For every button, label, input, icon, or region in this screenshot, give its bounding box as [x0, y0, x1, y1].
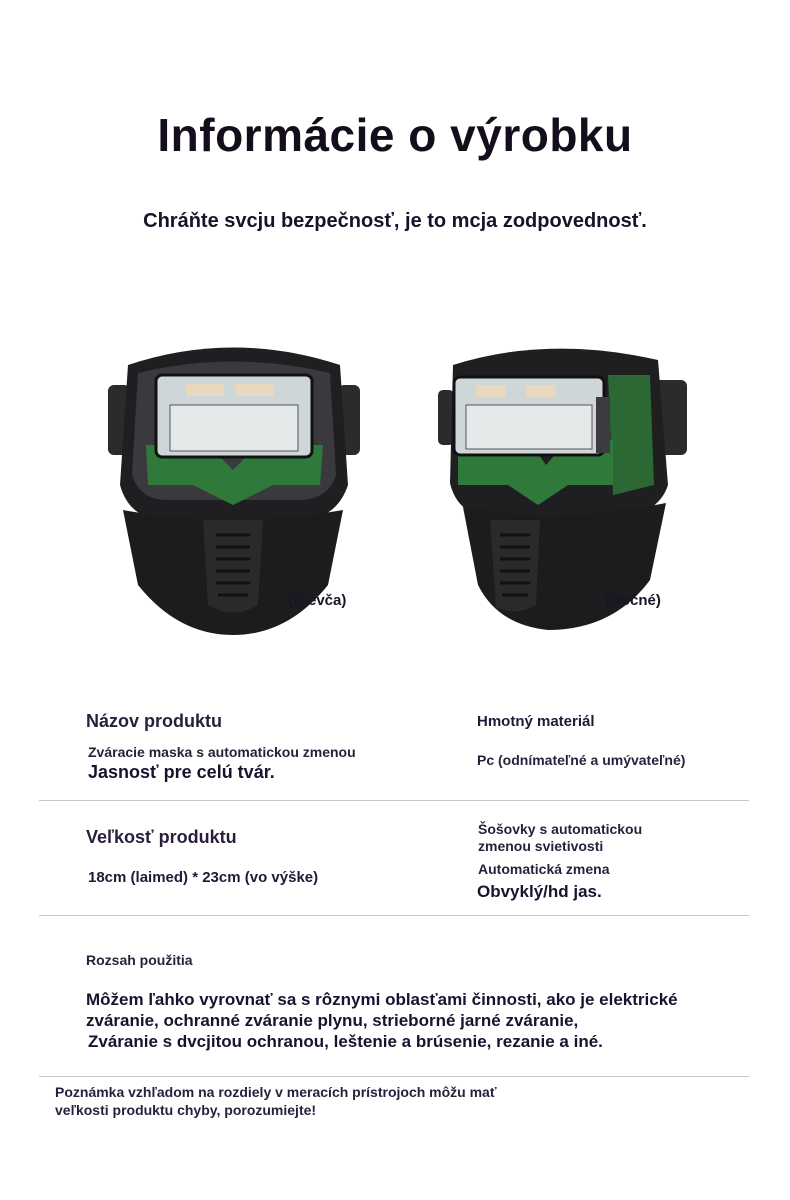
lens-value-line2: Obvyklý/hd jas. — [477, 882, 602, 901]
lens-label-line2: zmenou svietivosti — [478, 838, 604, 854]
usage-line3: Zváranie s dvcjitou ochranou, leštenie a brúsenie, rezanie a iné. — [88, 1032, 603, 1051]
footer-note-line1: Poznámka vzhľadom na rozdiely v meracích prístrojoch môžu mať — [55, 1084, 497, 1100]
welding-mask-side-icon — [428, 335, 698, 635]
product-size-label: Veľkosť produktu — [86, 827, 237, 847]
divider — [39, 915, 749, 916]
side-image-caption: (Bočné) — [605, 592, 661, 609]
divider — [39, 800, 749, 801]
footer-note-line2: veľkosti produktu chyby, porozumiejte! — [55, 1102, 317, 1118]
product-name-value-line2: Jasnosť pre celú tvár. — [88, 762, 275, 782]
front-image-caption: (Dievča) — [288, 592, 347, 609]
usage-line2: zváranie, ochranné zváranie plynu, strieborné jarné zváranie, — [86, 1011, 579, 1030]
material-value: Pc (odnímateľné a umývateľné) — [477, 752, 686, 768]
product-size-value: 18cm (laimed) * 23cm (vo výške) — [88, 869, 319, 886]
welding-mask-front-icon — [98, 335, 368, 635]
product-name-value-line1: Zváracie maska s automatickou zmenou — [88, 744, 356, 760]
material-label: Hmotný materiál — [477, 713, 595, 730]
divider — [39, 1076, 749, 1077]
usage-label: Rozsah použitia — [86, 952, 193, 968]
lens-value-line1: Automatická zmena — [478, 861, 610, 877]
lens-label-line1: Šošovky s automatickou — [478, 821, 643, 837]
product-name-label: Názov produktu — [86, 711, 223, 731]
page-title: Informácie o výrobku — [157, 109, 633, 161]
usage-line1: Môžem ľahko vyrovnať sa s rôznymi oblasťami činnosti, ako je elektrické — [86, 990, 678, 1009]
page-subtitle: Chráňte svcju bezpečnosť, je to mcja zodpovednosť. — [143, 210, 647, 232]
